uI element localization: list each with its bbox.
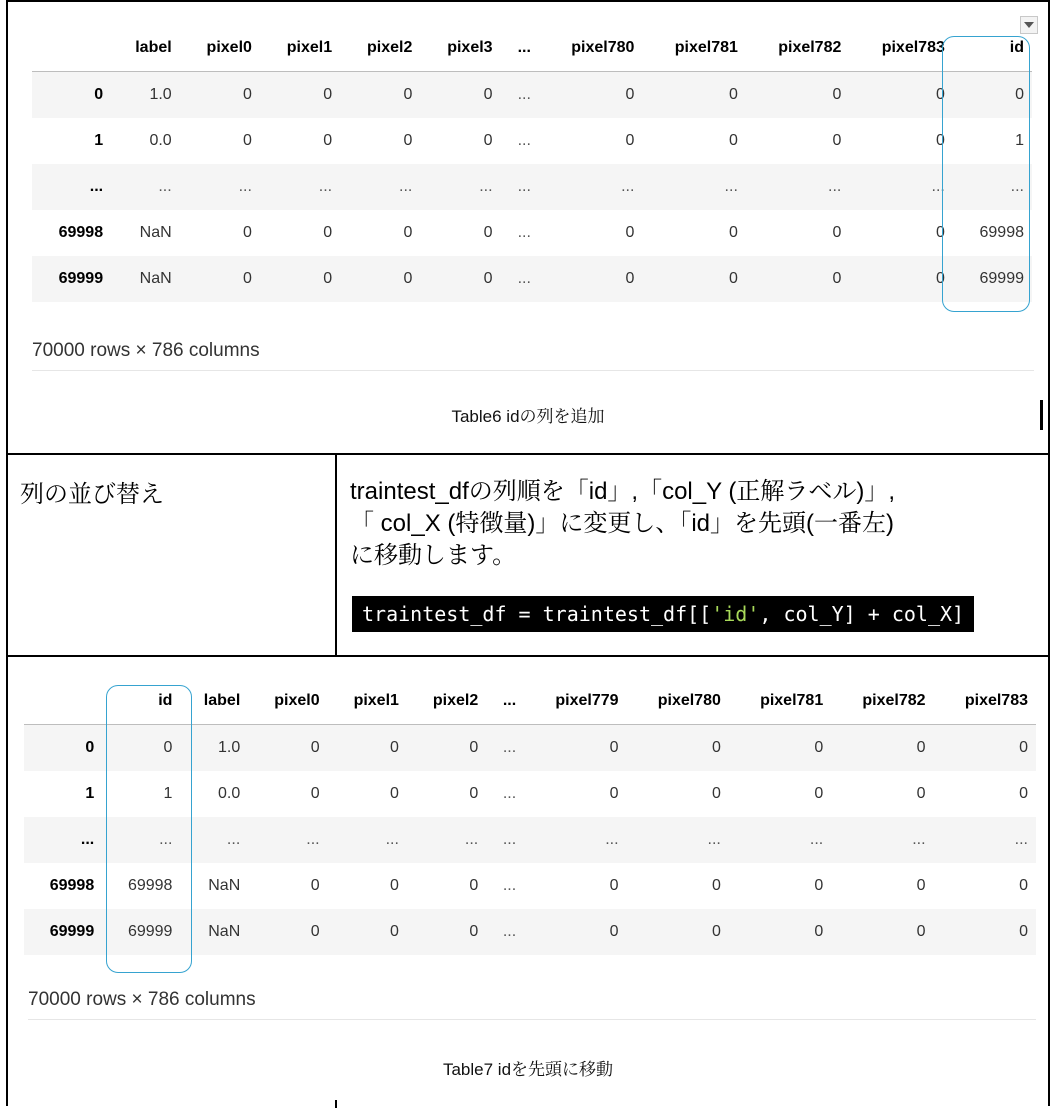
table-cell: 0 <box>323 270 333 287</box>
row-index: 1 <box>85 785 95 802</box>
column-header: ... <box>486 677 524 725</box>
table6-dataframe <box>32 24 1032 302</box>
column-header: label <box>180 677 248 725</box>
table7-shape-info: 70000 rows × 786 columns <box>28 989 256 1010</box>
table6-caption: Table6 idの列を追加 <box>451 407 605 426</box>
row-index: 1 <box>94 132 104 149</box>
table-cell: ... <box>385 831 399 848</box>
table-cell: ... <box>517 86 531 103</box>
table-cell: 0 <box>711 877 721 894</box>
table-cell: 0 <box>483 86 493 103</box>
table-cell: 0 <box>832 270 842 287</box>
column-header: pixel781 <box>729 677 831 725</box>
column-header: pixel781 <box>642 24 745 72</box>
table-cell: 0 <box>832 224 842 241</box>
table-cell: ... <box>1010 178 1024 195</box>
table-cell: ... <box>828 178 842 195</box>
table-cell: ... <box>517 224 531 241</box>
table-cell: ... <box>707 831 721 848</box>
row-index: 69999 <box>49 923 95 940</box>
step-title: 列の並び替え <box>20 481 164 508</box>
table-cell: ... <box>502 785 517 802</box>
table-cell: ... <box>912 831 926 848</box>
table-cell: 1.0 <box>218 739 241 756</box>
table-cell: 0 <box>728 270 738 287</box>
table6-shape-info: 70000 rows × 786 columns <box>32 340 260 361</box>
column-header: pixel0 <box>248 677 327 725</box>
table-cell: ... <box>479 178 493 195</box>
column-header: pixel780 <box>627 677 729 725</box>
table-cell: 0 <box>711 739 721 756</box>
table-cell: ... <box>502 923 517 940</box>
table-cell: 0 <box>469 877 479 894</box>
table-cell: 0 <box>832 86 842 103</box>
table-cell: 0 <box>935 86 945 103</box>
table-cell: ... <box>238 178 252 195</box>
table-cell: 0 <box>916 739 926 756</box>
table-cell: 0 <box>728 224 738 241</box>
table-row <box>32 72 1032 119</box>
table-cell: ... <box>621 178 635 195</box>
table-cell: 0 <box>609 923 619 940</box>
table-cell: ... <box>517 132 531 149</box>
table-cell: 0 <box>832 132 842 149</box>
table-cell: 0 <box>163 739 173 756</box>
table-cell: 0 <box>916 877 926 894</box>
table-cell: ... <box>464 831 479 848</box>
column-header: id <box>953 24 1032 72</box>
table-cell: 0 <box>609 877 619 894</box>
table-cell: 1.0 <box>149 86 172 103</box>
table-cell: ... <box>809 831 824 848</box>
row-index: 0 <box>85 739 95 756</box>
row-index: 0 <box>94 86 104 103</box>
table-cell: 0 <box>935 270 945 287</box>
table6-panel <box>8 2 1048 453</box>
index-header <box>32 24 111 72</box>
step-description <box>350 476 1040 572</box>
row-index: ... <box>80 831 95 848</box>
table-cell: 0.0 <box>149 132 172 149</box>
table-cell: 0 <box>243 132 252 149</box>
index-header <box>24 677 102 725</box>
column-header: id <box>102 677 180 725</box>
table-cell: 0 <box>625 270 635 287</box>
table-cell: 0 <box>323 86 333 103</box>
row-index: 69998 <box>49 877 95 894</box>
table-cell: 0 <box>814 877 824 894</box>
column-header: label <box>111 24 180 72</box>
table-cell: 0 <box>310 785 320 802</box>
table7-caption: Table7 idを先頭に移動 <box>442 1060 614 1079</box>
table-cell: 0 <box>469 739 479 756</box>
column-divider-2 <box>335 1100 337 1108</box>
table-cell: 0 <box>916 923 926 940</box>
desc-line-2: 「 col_X (特徴量)」に変更し、「id」を先頭(一番左) <box>350 510 895 537</box>
column-header: pixel3 <box>420 24 500 72</box>
table-cell: 0 <box>323 224 333 241</box>
code-suffix: , col_Y] + col_X] <box>759 602 965 626</box>
table-cell: NaN <box>139 224 172 241</box>
table-cell: 69999 <box>979 270 1024 287</box>
table-cell: 0 <box>625 224 635 241</box>
column-divider-1 <box>335 455 337 655</box>
table-cell: 0 <box>711 785 721 802</box>
table-row <box>32 210 1032 256</box>
table-cell: 0 <box>390 785 399 802</box>
table-cell: 0 <box>403 224 413 241</box>
table-cell: 0 <box>728 132 738 149</box>
table-cell: 0 <box>935 132 945 149</box>
table-cell: 0 <box>728 86 738 103</box>
table-cell: ... <box>517 270 531 287</box>
id-column-highlight <box>942 36 1030 312</box>
code-snippet <box>352 596 974 632</box>
code-string-literal: 'id' <box>711 602 760 626</box>
column-header: pixel1 <box>260 24 340 72</box>
column-header: pixel783 <box>934 677 1036 725</box>
row-index: 69999 <box>58 270 104 287</box>
table-cell: 0 <box>625 132 635 149</box>
table-cell: 0 <box>483 270 493 287</box>
table-cell: NaN <box>208 923 241 940</box>
table-cell: 0 <box>310 877 320 894</box>
table-cell: ... <box>158 178 172 195</box>
table7-panel <box>8 657 1048 1100</box>
table-cell: 0 <box>935 224 945 241</box>
desc-line-1: traintest_dfの列順を「id」,「col_Y (正解ラベル)」, <box>350 478 896 505</box>
table-cell: ... <box>226 831 241 848</box>
table-header-row <box>32 24 1032 72</box>
column-header: pixel783 <box>849 24 952 72</box>
table-cell: 0 <box>609 785 619 802</box>
table-cell: 0 <box>403 132 413 149</box>
table-cell: ... <box>931 178 945 195</box>
table-cell: 0 <box>483 132 493 149</box>
table-cell: 0 <box>243 224 252 241</box>
column-header: pixel782 <box>831 677 933 725</box>
table-cell: 0 <box>1019 923 1028 940</box>
table-cell: 69999 <box>127 923 173 940</box>
table-cell: 0 <box>814 785 824 802</box>
column-header: pixel2 <box>340 24 420 72</box>
table7-separator <box>28 1019 1036 1020</box>
table-row <box>32 164 1032 210</box>
table-cell: 0 <box>711 923 721 940</box>
row-divider-1 <box>6 453 1050 455</box>
table-cell: 1 <box>163 785 173 802</box>
table-cell: 0 <box>483 224 493 241</box>
table-cell: NaN <box>208 877 241 894</box>
table-cell: 0 <box>916 785 926 802</box>
table-cell: 0 <box>469 785 479 802</box>
row-index: ... <box>89 178 104 195</box>
column-header: ... <box>501 24 539 72</box>
table-cell: 0.0 <box>218 785 241 802</box>
table-cell: ... <box>517 178 531 195</box>
desc-line-3: に移動します。 <box>350 542 517 569</box>
table-cell: 0 <box>390 739 399 756</box>
column-header: pixel2 <box>407 677 486 725</box>
column-header: pixel0 <box>180 24 260 72</box>
table-cell: ... <box>1014 831 1028 848</box>
column-header: pixel780 <box>539 24 642 72</box>
table-cell: 0 <box>1019 877 1028 894</box>
id-column-highlight <box>106 685 192 973</box>
table-cell: 69998 <box>127 877 173 894</box>
table-cell: 0 <box>243 86 252 103</box>
table-cell: 0 <box>323 132 333 149</box>
table-cell: ... <box>318 178 333 195</box>
table-cell: 1 <box>1015 132 1024 149</box>
table-cell: ... <box>502 877 517 894</box>
table-cell: 0 <box>469 923 479 940</box>
table-cell: ... <box>605 831 619 848</box>
table-cell: ... <box>724 178 738 195</box>
table-cell: 0 <box>609 739 619 756</box>
table-cell: 0 <box>403 86 413 103</box>
table-cell: 0 <box>814 739 824 756</box>
table-cell: ... <box>502 831 517 848</box>
table-cell: 0 <box>403 270 413 287</box>
table-cell: 0 <box>625 86 635 103</box>
table-cell: 69998 <box>979 224 1024 241</box>
table-cell: 0 <box>243 270 252 287</box>
table-cell: ... <box>306 831 320 848</box>
table-cell: 0 <box>390 923 399 940</box>
table-cell: NaN <box>139 270 172 287</box>
row-index: 69998 <box>58 224 104 241</box>
column-header: pixel779 <box>524 677 626 725</box>
code-prefix: traintest_df = traintest_df[[ <box>362 602 712 626</box>
table-cell: 0 <box>1015 86 1024 103</box>
table6-separator <box>32 370 1034 371</box>
table-row <box>32 256 1032 302</box>
table-cell: 0 <box>310 923 320 940</box>
table-cell: ... <box>399 178 413 195</box>
table-cell: 0 <box>1019 739 1028 756</box>
table-cell: 0 <box>310 739 320 756</box>
column-header: pixel782 <box>746 24 849 72</box>
column-header: pixel1 <box>328 677 407 725</box>
table-cell: ... <box>159 831 173 848</box>
table-cell: ... <box>502 739 517 756</box>
text-cursor <box>1040 400 1043 430</box>
table-cell: 0 <box>814 923 824 940</box>
table-cell: 0 <box>390 877 399 894</box>
table-cell: 0 <box>1019 785 1028 802</box>
table-row <box>32 118 1032 164</box>
